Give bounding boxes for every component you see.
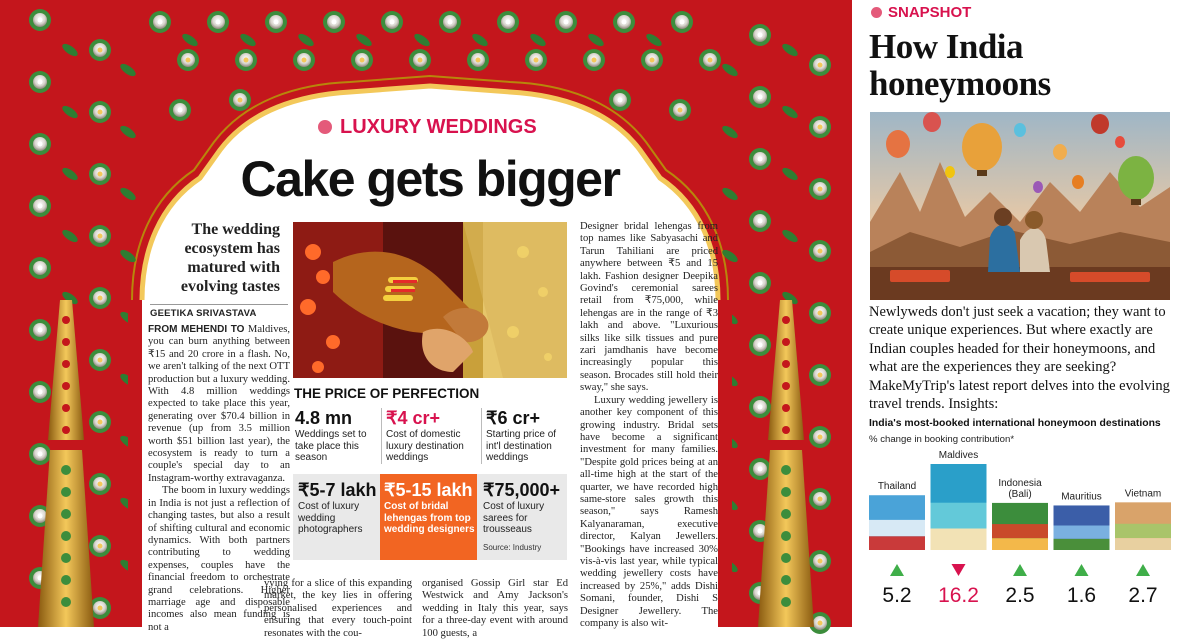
up-arrow-icon xyxy=(1136,564,1150,576)
jewel-ornament xyxy=(29,381,51,403)
jewel-ornament xyxy=(497,11,519,33)
honeymoon-destinations-chart xyxy=(860,444,1200,627)
stat-value: ₹75,000+ xyxy=(483,480,561,500)
snapshot-kicker xyxy=(871,2,971,22)
stat-description: Cost of luxury sarees for trousseaus xyxy=(483,501,545,535)
stat-bridal-lehengas xyxy=(384,480,476,536)
article-lead-in: FROM MEHENDI TO xyxy=(148,324,245,335)
jewel-ornament xyxy=(699,49,721,71)
article-paragraph: Designer bridal lehengas from top names like Sabyasachi and Tarun Tahiliani are priced anywhere between ₹5 and 15 lakh. Fashion designer Deepika Govind's ceremonial sarees retail from ₹75,000, while lehengas are in the range of ₹3 lakh and above. "Luxurious silks like silk tissues and pure zari jamdhanis have become increasingly popular this season. Brocades still hold their sway," she says. xyxy=(580,221,718,394)
jewel-ornament xyxy=(89,225,111,247)
value-label: 2.7 xyxy=(1128,584,1158,607)
value-label: 2.5 xyxy=(1005,584,1035,607)
jewel-ornament xyxy=(749,24,771,46)
cappadocia-balloons-image xyxy=(870,112,1170,300)
kicker-bullet-icon xyxy=(318,120,332,134)
stat-weddings xyxy=(295,408,379,464)
stat-value: ₹6 cr+ xyxy=(486,408,540,428)
jewel-ornament xyxy=(669,99,691,121)
value-label: 5.2 xyxy=(882,584,912,607)
category-label: (Bali) xyxy=(1008,488,1032,500)
jewel-ornament xyxy=(351,49,373,71)
chart-subtitle: % change in booking contribution* xyxy=(869,434,1015,445)
jewel-ornament xyxy=(381,11,403,33)
stat-value: ₹5-15 lakh xyxy=(384,480,473,500)
stat-international-weddings xyxy=(481,408,567,464)
jewel-ornament xyxy=(555,11,577,33)
jewel-ornament xyxy=(809,240,831,262)
jewel-ornament xyxy=(749,148,771,170)
jewel-ornament xyxy=(29,257,51,279)
article-paragraph: Maldives, you can burn anything between ₹15 and 20 crore in a flash. No, we aren't talking of the next OTT production but a luxury wedding. With 4.8 million weddings expected to take place this year, generating over $70.4 billion in revenue (up from 3.5 million worth $51 billion last year), the ecosystem is ready to turn a couple's special day to an Instagram-worthy extravaganza. xyxy=(148,324,290,484)
jewel-ornament xyxy=(749,210,771,232)
bar-3 xyxy=(992,503,1048,550)
jewel-ornament xyxy=(149,11,171,33)
jewel-ornament xyxy=(749,86,771,108)
price-box-source: Source: Industry xyxy=(483,543,542,552)
jewel-ornament xyxy=(29,195,51,217)
jewel-ornament xyxy=(89,535,111,557)
up-arrow-icon xyxy=(1013,564,1027,576)
jewel-ornament xyxy=(265,11,287,33)
category-label: Thailand xyxy=(877,481,917,493)
wedding-hands-image xyxy=(293,222,567,378)
jewel-ornament xyxy=(609,89,631,111)
price-box-title: THE PRICE OF PERFECTION xyxy=(294,386,480,401)
jewel-ornament xyxy=(29,319,51,341)
jewel-ornament xyxy=(583,49,605,71)
stat-photographers xyxy=(298,480,380,536)
bar-2 xyxy=(931,464,987,550)
wedding-couple-photo xyxy=(293,222,567,378)
jewel-ornament xyxy=(89,349,111,371)
snapshot-body-text: Newlyweds don't just seek a vacation; they want to create unique experiences. But where exactly are Indian couples headed for their honeymoons, and what are the experiences they are seeking? MakeMyTrip's latest report delves into the evolving travel trends. Insights: xyxy=(869,304,1170,413)
jewel-ornament xyxy=(169,99,191,121)
article-kicker xyxy=(318,114,558,140)
article-paragraph: Luxury wedding jewellery is another key component of this growing industry. Bridal sets have become a significant investment for many families. "Despite gold prices being at an all-time high at the start of the quarter, we have recorded high same-store sales growth this season," says Ramesh Kalyanaraman, executive director, Kalyan Jewellers. "Bookings have increased 30% vis-à-vis last year, while typical wedding jewellery costs have increased by 25%," adds Dishi Somani, founder, Dishi S Designer Jewellery. The company is also wit- xyxy=(580,394,718,629)
category-label: Maldives xyxy=(938,450,979,461)
jewel-ornament xyxy=(749,458,771,480)
stat-description: Weddings set to take place this season xyxy=(295,429,367,463)
bar-4 xyxy=(1054,505,1110,550)
jewel-ornament xyxy=(641,49,663,71)
bar-1 xyxy=(869,495,925,550)
stat-luxury-sarees xyxy=(483,480,567,536)
up-arrow-icon xyxy=(1075,564,1089,576)
jewel-ornament xyxy=(439,11,461,33)
stat-description: Cost of bridal lehengas from top wedding designers xyxy=(384,501,475,535)
jewel-ornament xyxy=(29,133,51,155)
category-label: Mauritius xyxy=(1061,491,1102,503)
jewel-ornament xyxy=(809,364,831,386)
jewel-ornament xyxy=(809,302,831,324)
jewel-ornament xyxy=(809,550,831,572)
jewel-ornament xyxy=(409,49,431,71)
article-paragraph: The boom in luxury weddings in India is not just a reflection of changing tastes, but also a result of shifting cultural and economic dynamics. With both partners contributing to wedding expenses, couples have the financial freedom to orchestrate grand celebrations. Higher marriage age and disposable incomes also mean funding is not a xyxy=(148,485,290,633)
jewel-ornament xyxy=(235,49,257,71)
jewel-ornament xyxy=(89,39,111,61)
chart-title: India's most-booked international honeymoon destinations xyxy=(869,418,1161,429)
jewel-ornament xyxy=(809,488,831,510)
stat-description: Starting price of int'l destination weddings xyxy=(486,429,557,463)
kicker-bullet-icon xyxy=(871,7,882,18)
category-label: Indonesia xyxy=(998,477,1042,489)
article-headline: Cake gets bigger xyxy=(240,151,620,207)
jewel-ornament xyxy=(809,116,831,138)
stat-domestic-weddings xyxy=(381,408,479,464)
stat-value: ₹5-7 lakh xyxy=(298,480,377,500)
jewel-ornament xyxy=(525,49,547,71)
stat-description: Cost of luxury wedding photographers xyxy=(298,501,363,535)
jewel-ornament xyxy=(89,287,111,309)
jewel-ornament xyxy=(749,396,771,418)
stat-description: Cost of domestic luxury destination weddings xyxy=(386,429,464,463)
category-label: Vietnam xyxy=(1124,488,1162,500)
down-arrow-icon xyxy=(952,564,966,576)
value-label: 16.2 xyxy=(938,584,979,607)
jewel-ornament xyxy=(89,101,111,123)
jewel-ornament xyxy=(229,89,251,111)
jewel-ornament xyxy=(293,49,315,71)
jewel-ornament xyxy=(29,71,51,93)
up-arrow-icon xyxy=(890,564,904,576)
jewel-ornament xyxy=(29,9,51,31)
jewel-ornament xyxy=(89,411,111,433)
jewel-ornament xyxy=(467,49,489,71)
jewel-ornament xyxy=(809,54,831,76)
value-label: 1.6 xyxy=(1066,584,1097,607)
article-column-2 xyxy=(264,578,412,640)
jewel-ornament xyxy=(749,334,771,356)
article-byline: GEETIKA SRIVASTAVA xyxy=(150,304,288,319)
jewel-ornament xyxy=(809,178,831,200)
article-paragraph: organised Gossip Girl star Ed Westwick and Amy Jackson's wedding in Italy this year, says for a three-day event with around 100 guests, a xyxy=(422,578,568,639)
jewel-ornament xyxy=(749,272,771,294)
article-kicker-label: LUXURY WEDDINGS xyxy=(340,115,537,138)
article-standfirst: The wedding ecosystem has matured with evolving tastes xyxy=(180,221,280,295)
jewel-ornament xyxy=(613,11,635,33)
snapshot-kicker-label: SNAPSHOT xyxy=(888,3,972,21)
snapshot-title: How India honeymoons xyxy=(869,27,1051,103)
jewel-ornament xyxy=(177,49,199,71)
jewel-ornament xyxy=(89,163,111,185)
stat-value: ₹4 cr+ xyxy=(386,408,440,428)
article-paragraph: vying for a slice of this expanding market, the key lies in offering personalised experiences and ensuring that every touch-point resonates with the cou- xyxy=(264,578,412,639)
jewel-ornament xyxy=(29,443,51,465)
article-column-4 xyxy=(580,221,718,630)
jewel-ornament xyxy=(671,11,693,33)
jewel-ornament xyxy=(89,473,111,495)
jewel-ornament xyxy=(207,11,229,33)
jewel-ornament xyxy=(809,426,831,448)
jewel-ornament xyxy=(323,11,345,33)
stat-value: 4.8 mn xyxy=(295,408,353,428)
bar-5 xyxy=(1115,502,1171,550)
hot-air-balloons-photo xyxy=(870,112,1170,300)
article-column-3 xyxy=(422,578,568,640)
